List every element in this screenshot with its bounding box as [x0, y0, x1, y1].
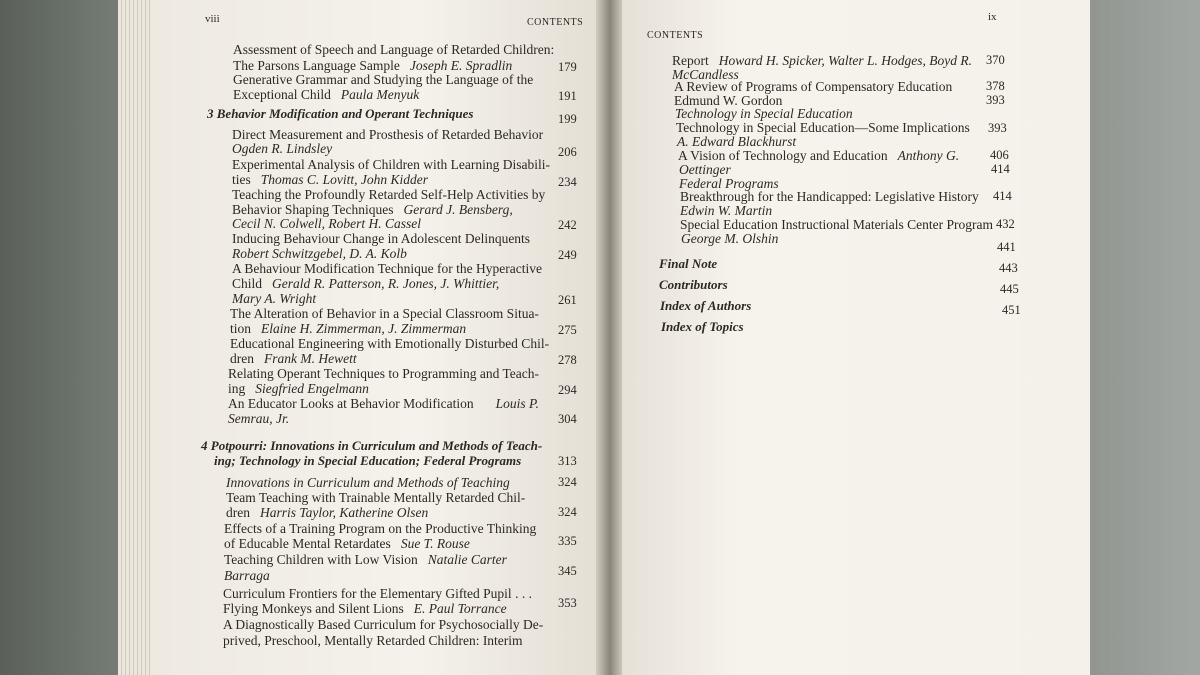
page-number: 370 [986, 53, 1005, 67]
toc-entry: Special Education Instructional Materials Center Program [680, 217, 994, 232]
toc-entry: dren Harris Taylor, Katherine Olsen [226, 505, 429, 520]
toc-entry: The Alteration of Behavior in a Special Classroom Situa- [230, 306, 539, 321]
toc-author: Sue T. Rouse [400, 536, 470, 551]
back-matter-index-authors: Index of Authors [660, 298, 752, 313]
running-head: CONTENTS [647, 30, 704, 41]
toc-author: Semrau, Jr. [228, 411, 290, 426]
page-number: 304 [558, 412, 577, 426]
page-number: 261 [558, 293, 577, 307]
toc-author: Oettinger [679, 162, 731, 177]
page-number: 406 [990, 148, 1009, 162]
back-matter-index-topics: Index of Topics [661, 319, 744, 334]
toc-entry: Behavior Shaping Techniques Gerard J. Bensberg, [232, 202, 513, 217]
page-number: 324 [558, 505, 577, 519]
toc-entry: Technology in Special Education—Some Implications [676, 120, 970, 135]
toc-author: Natalie Carter [427, 552, 507, 567]
toc-author: Joseph E. Spradlin [409, 58, 513, 73]
section-heading: ing; Technology in Special Education; Federal Programs [214, 453, 522, 468]
page-number: 414 [991, 162, 1010, 176]
toc-entry: Flying Monkeys and Silent Lions E. Paul Torrance [223, 601, 507, 616]
toc-author: A. Edward Blackhurst [677, 134, 797, 149]
page-number: 275 [558, 323, 577, 337]
section-heading: 4 Potpourri: Innovations in Curriculum and Methods of Teach- [201, 438, 543, 453]
page-number: 335 [558, 534, 577, 548]
toc-author: Barraga [224, 568, 270, 583]
toc-entry: Relating Operant Techniques to Programming and Teach- [228, 366, 540, 381]
toc-entry: ing Siegfried Engelmann [228, 381, 369, 396]
toc-entry: Educational Engineering with Emotionally Disturbed Chil- [230, 336, 550, 351]
toc-entry: The Parsons Language Sample Joseph E. Spradlin [233, 58, 513, 73]
subsection-heading: Innovations in Curriculum and Methods of Teaching [226, 475, 510, 490]
toc-entry: Teaching the Profoundly Retarded Self-Help Activities by [232, 187, 546, 202]
page-number: 378 [986, 79, 1005, 93]
toc-entry: Direct Measurement and Prosthesis of Retarded Behavior [232, 127, 544, 142]
toc-entry: Effects of a Training Program on the Productive Thinking [224, 521, 537, 536]
page-number: 345 [558, 564, 577, 578]
page-number: 294 [558, 383, 577, 397]
toc-author: Paula Menyuk [340, 87, 420, 102]
toc-entry: A Vision of Technology and Education Anthony G. [678, 148, 960, 163]
left-page [150, 0, 598, 675]
toc-author: Elaine H. Zimmerman, J. Zimmerman [261, 321, 467, 336]
toc-entry: Child Gerald R. Patterson, R. Jones, J. Whittier, [232, 276, 500, 291]
toc-entry: Breakthrough for the Handicapped: Legislative History [680, 189, 979, 204]
page-number: 242 [558, 218, 577, 232]
toc-entry: ties Thomas C. Lovitt, John Kidder [232, 172, 429, 187]
toc-author: Siegfried Engelmann [255, 381, 369, 396]
page-number: 199 [558, 112, 577, 126]
toc-author: Harris Taylor, Katherine Olsen [260, 505, 429, 520]
toc-entry: dren Frank M. Hewett [230, 351, 357, 366]
toc-author: Edwin W. Martin [680, 203, 773, 218]
page-folio: ix [988, 11, 997, 23]
toc-author: Frank M. Hewett [264, 351, 357, 366]
back-matter-final-note: Final Note [659, 256, 718, 271]
toc-entry: An Educator Looks at Behavior Modification Louis P. [228, 396, 539, 411]
toc-author: E. Paul Torrance [413, 601, 507, 616]
toc-entry: Report Howard H. Spicker, Walter L. Hodges, Boyd R. [672, 53, 972, 68]
page-number: 234 [558, 175, 577, 189]
page-number: 249 [558, 248, 577, 262]
back-matter-contributors: Contributors [659, 277, 728, 292]
page-number: 313 [558, 454, 577, 468]
page-number: 206 [558, 145, 577, 159]
toc-author: Thomas C. Lovitt, John Kidder [260, 172, 429, 187]
toc-author: Gerard J. Bensberg, [403, 202, 513, 217]
page-number: 445 [1000, 282, 1019, 296]
toc-author: Ogden R. Lindsley [232, 141, 333, 156]
toc-entry: Experimental Analysis of Children with Learning Disabili- [232, 157, 550, 172]
running-head: CONTENTS [527, 17, 584, 28]
toc-author: Cecil N. Colwell, Robert H. Cassel [232, 216, 421, 231]
subsection-heading: Federal Programs [679, 176, 779, 191]
toc-author: Howard H. Spicker, Walter L. Hodges, Boyd R. [718, 53, 972, 68]
page-folio: viii [205, 13, 220, 25]
toc-author: Anthony G. [897, 148, 960, 163]
toc-entry: Generative Grammar and Studying the Language of the [233, 72, 534, 87]
page-number: 432 [996, 217, 1015, 231]
toc-author: Gerald R. Patterson, R. Jones, J. Whittier, [272, 276, 500, 291]
toc-entry: Teaching Children with Low Vision Natalie Carter [224, 552, 507, 567]
toc-author: George M. Olshin [681, 231, 779, 246]
toc-entry: prived, Preschool, Mentally Retarded Children: Interim [223, 633, 523, 648]
toc-entry: tion Elaine H. Zimmerman, J. Zimmerman [230, 321, 467, 336]
toc-entry: of Educable Mental Retardates Sue T. Rouse [224, 536, 470, 551]
toc-entry: Team Teaching with Trainable Mentally Retarded Chil- [226, 490, 526, 505]
toc-entry: Curriculum Frontiers for the Elementary Gifted Pupil . . . [223, 586, 532, 601]
page-number: 441 [997, 240, 1016, 254]
page-number: 443 [999, 261, 1018, 275]
toc-entry: A Behaviour Modification Technique for the Hyperactive [232, 261, 542, 276]
book-gutter [596, 0, 624, 675]
page-number: 179 [558, 60, 577, 74]
toc-author: Robert Schwitzgebel, D. A. Kolb [232, 246, 407, 261]
page-number: 393 [988, 121, 1007, 135]
page-number: 393 [986, 93, 1005, 107]
toc-entry: Assessment of Speech and Language of Retarded Children: [233, 42, 555, 57]
page-number: 414 [993, 189, 1012, 203]
toc-entry: A Review of Programs of Compensatory Education [674, 79, 953, 94]
right-page [622, 0, 1090, 675]
section-heading: 3 Behavior Modification and Operant Techniques [207, 106, 474, 121]
page-number: 324 [558, 475, 577, 489]
page-number: 191 [558, 89, 577, 103]
page-number: 353 [558, 596, 577, 610]
subsection-heading: Technology in Special Education [675, 106, 853, 121]
toc-entry: A Diagnostically Based Curriculum for Psychosocially De- [223, 617, 544, 632]
page-number: 278 [558, 353, 577, 367]
toc-author: Edmund W. Gordon [674, 93, 783, 108]
toc-author: Louis P. [495, 396, 539, 411]
toc-author: McCandless [672, 67, 739, 82]
toc-entry: Inducing Behaviour Change in Adolescent Delinquents [232, 231, 531, 246]
toc-entry: Exceptional Child Paula Menyuk [233, 87, 420, 102]
background-right [1080, 0, 1200, 675]
toc-author: Mary A. Wright [232, 291, 317, 306]
page-number: 451 [1002, 303, 1021, 317]
